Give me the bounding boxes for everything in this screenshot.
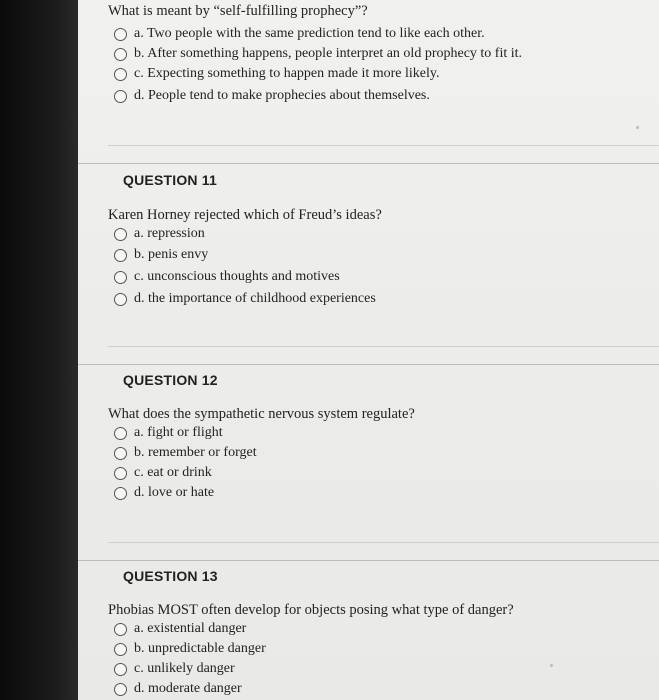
option-label: a. Two people with the same prediction tend to like each other. [134, 26, 485, 41]
option-label: b. unpredictable danger [134, 641, 266, 656]
question-12-option-c[interactable] [114, 463, 212, 483]
option-label: b. penis envy [134, 247, 209, 262]
radio-button[interactable] [114, 643, 127, 656]
radio-button[interactable] [114, 487, 127, 500]
option-label: d. moderate danger [134, 681, 242, 696]
radio-button[interactable] [114, 623, 127, 636]
question-12-header: QUESTION 12 [123, 372, 218, 388]
option-label: c. unlikely danger [134, 661, 235, 676]
radio-button[interactable] [114, 249, 127, 262]
quiz-page [78, 0, 659, 700]
question-divider [78, 364, 659, 365]
radio-button[interactable] [114, 467, 127, 480]
question-11-option-c[interactable] [114, 267, 340, 287]
device-bezel [0, 0, 78, 700]
radio-button[interactable] [114, 90, 127, 103]
question-13-text: Phobias MOST often develop for objects posing what type of danger? [108, 602, 514, 618]
radio-button[interactable] [114, 48, 127, 61]
radio-button[interactable] [114, 447, 127, 460]
screen-speck [636, 126, 639, 129]
question-divider [78, 163, 659, 164]
question-10-text: What is meant by “self-fulfilling prophecy”? [108, 3, 368, 19]
option-label: c. eat or drink [134, 465, 212, 480]
radio-button[interactable] [114, 228, 127, 241]
option-label: b. After something happens, people interpret an old prophecy to fit it. [134, 46, 523, 61]
question-11-option-a[interactable] [114, 224, 205, 244]
option-label: b. remember or forget [134, 445, 257, 460]
question-11-header: QUESTION 11 [123, 172, 218, 188]
screen-speck [550, 664, 553, 667]
question-12-option-b[interactable] [114, 443, 257, 463]
option-label: d. the importance of childhood experiences [134, 291, 376, 306]
radio-button[interactable] [114, 683, 127, 696]
question-13-option-d[interactable] [114, 679, 242, 699]
question-11-option-d[interactable] [114, 289, 376, 309]
option-label: a. fight or flight [134, 425, 223, 440]
radio-button[interactable] [114, 271, 127, 284]
option-label: a. existential danger [134, 621, 247, 636]
question-10-option-a[interactable] [114, 24, 485, 44]
option-label: c. unconscious thoughts and motives [134, 269, 340, 284]
radio-button[interactable] [114, 293, 127, 306]
option-label: d. love or hate [134, 485, 215, 500]
answer-divider [108, 542, 659, 543]
answer-divider [108, 346, 659, 347]
question-13-header: QUESTION 13 [123, 568, 218, 584]
option-label: c. Expecting something to happen made it more likely. [134, 66, 440, 81]
radio-button[interactable] [114, 427, 127, 440]
radio-button[interactable] [114, 663, 127, 676]
question-11-text: Karen Horney rejected which of Freud’s ideas? [108, 207, 382, 223]
question-12-text: What does the sympathetic nervous system regulate? [108, 406, 415, 422]
question-13-option-b[interactable] [114, 639, 266, 659]
radio-button[interactable] [114, 68, 127, 81]
question-10-option-d[interactable] [114, 86, 430, 106]
question-divider [78, 560, 659, 561]
question-13-option-a[interactable] [114, 619, 246, 639]
question-12-option-d[interactable] [114, 483, 214, 503]
option-label: a. repression [134, 226, 205, 241]
question-11-option-b[interactable] [114, 245, 208, 265]
radio-button[interactable] [114, 28, 127, 41]
question-13-option-c[interactable] [114, 659, 235, 679]
option-label: d. People tend to make prophecies about themselves. [134, 88, 430, 103]
question-12-option-a[interactable] [114, 423, 223, 443]
question-10-option-b[interactable] [114, 44, 522, 64]
question-10-option-c[interactable] [114, 64, 439, 84]
answer-divider [108, 145, 659, 146]
